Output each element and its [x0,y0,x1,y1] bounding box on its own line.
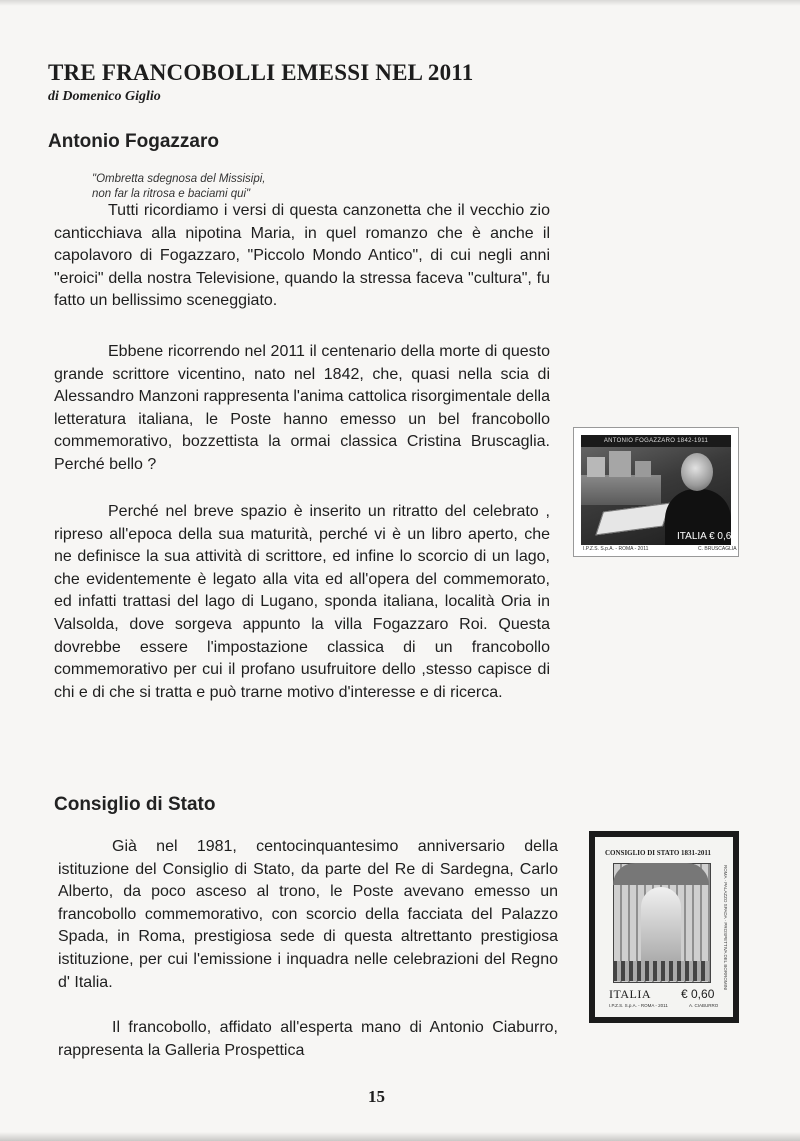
paragraph: Il francobollo, affidato all'esperta mano di Antonio Ciaburro, rappresenta la Galleria Prospettica [58,1019,558,1059]
stamp-imprint: I.P.Z.S. S.p.A. - ROMA - 2011 [583,546,649,552]
article-title: TRE FRANCOBOLLI EMESSI NEL 2011 [48,60,474,85]
stamp-designer: A. CIABURRO [689,1003,719,1008]
villa-building [635,461,651,477]
stamp-denomination [677,531,737,542]
villa-building [587,457,605,477]
stamp-country: ITALIA [609,987,652,1001]
article-byline: di Domenico Giglio [48,89,161,104]
stamp-image [595,837,733,1017]
section-heading-fogazzaro: Antonio Fogazzaro [48,131,219,152]
quote-line: non far la ritrosa e baciami qui" [92,188,251,200]
stamp-country: ITALIA [677,531,707,542]
stamp-designer: C. BRUSCAGLIA [698,546,737,552]
quote-line: "Ombretta sdegnosa del Missisipi, [92,173,266,185]
section-heading-consiglio: Consiglio di Stato [54,794,216,815]
paragraph: Tutti ricordiamo i versi di questa canzonetta che il vecchio zio canticchiava alla nipotina Maria, in quel romanzo che è anche il capolavoro di Fogazzaro, "Piccolo Mondo Antico", di cui negli anni "eroici" della nostra Televisione, quando la stressa faceva "cultura", fu fatto un bellissimo sceneggiato. [54,202,550,310]
stamp-side-text: ROMA · PALAZZO SPADA · PROSPETTIVA DEL BORROMINI [723,865,728,991]
gallery-vault [613,863,709,885]
stamp-image [581,435,737,545]
stamp-header: CONSIGLIO DI STATO 1831-2011 [605,849,711,857]
stamp-fogazzaro [573,427,739,557]
page-bottom-edge [0,1132,800,1141]
stamp-value: € 0,60 [709,531,737,542]
stamp-imprint: I.P.Z.S. S.p.A. - ROMA - 2011 [609,1003,668,1008]
page-number: 15 [368,1087,385,1106]
paragraph: Ebbene ricorrendo nel 2011 il centenario della morte di questo grande scrittore vicentino, nato nel 1842, che, quasi nella scia di Alessandro Manzoni rappresenta l'anima cattolica risorgimentale della letteratura italiana, le Poste hanno emesso un bel francobollo commemorativo, bozzettista la ormai classica Cristina Bruscaglia. Perché bello ? [54,343,550,473]
stamp-value: € 0,60 [681,987,715,1001]
portrait-head [681,453,713,491]
gallery-floor [613,961,709,981]
stamp-header: ANTONIO FOGAZZARO 1842-1911 [581,435,731,447]
villa-building [609,451,631,477]
stamp-consiglio-di-stato [589,831,739,1023]
lake-scene [581,475,661,505]
page-top-edge [0,0,800,6]
open-book [595,503,670,536]
epigraph-quote [92,172,265,202]
paragraph: Già nel 1981, centocinquantesimo anniversario della istituzione del Consiglio di Stato, da parte del Re di Sardegna, Carlo Alberto, da poco asceso al trono, le Poste avevano emesso un francobollo commemorativo, con scorcio della facciata del Palazzo Spada, in Roma, prestigiosa sede di questa altrettanto prestigiosa istituzione, per cui l'emissione i inquadra nelle celebrazioni del Regno d' Italia. [58,838,558,991]
paragraph: Perché nel breve spazio è inserito un ritratto del celebrato , ripreso all'epoca della sua maturità, perché vi è un libro aperto, che ne definisce la sua attività di scrittore, ed infine lo scorcio di un lago, che evidentemente è legato alla vita ed all'opera del commemorato, ed infatti trattasi del lago di Lugano, sponda italiana, località Oria in Valsolda, dove sorgeva appunto la villa Fogazzaro Roi. Questa dovrebbe essere l'impostazione classica di un francobollo commemorativo per cui il profano usufruitore dello ,stesso capisce di chi e di che si tratta e può trarne motivo d'interesse e di ricerca. [54,503,550,701]
